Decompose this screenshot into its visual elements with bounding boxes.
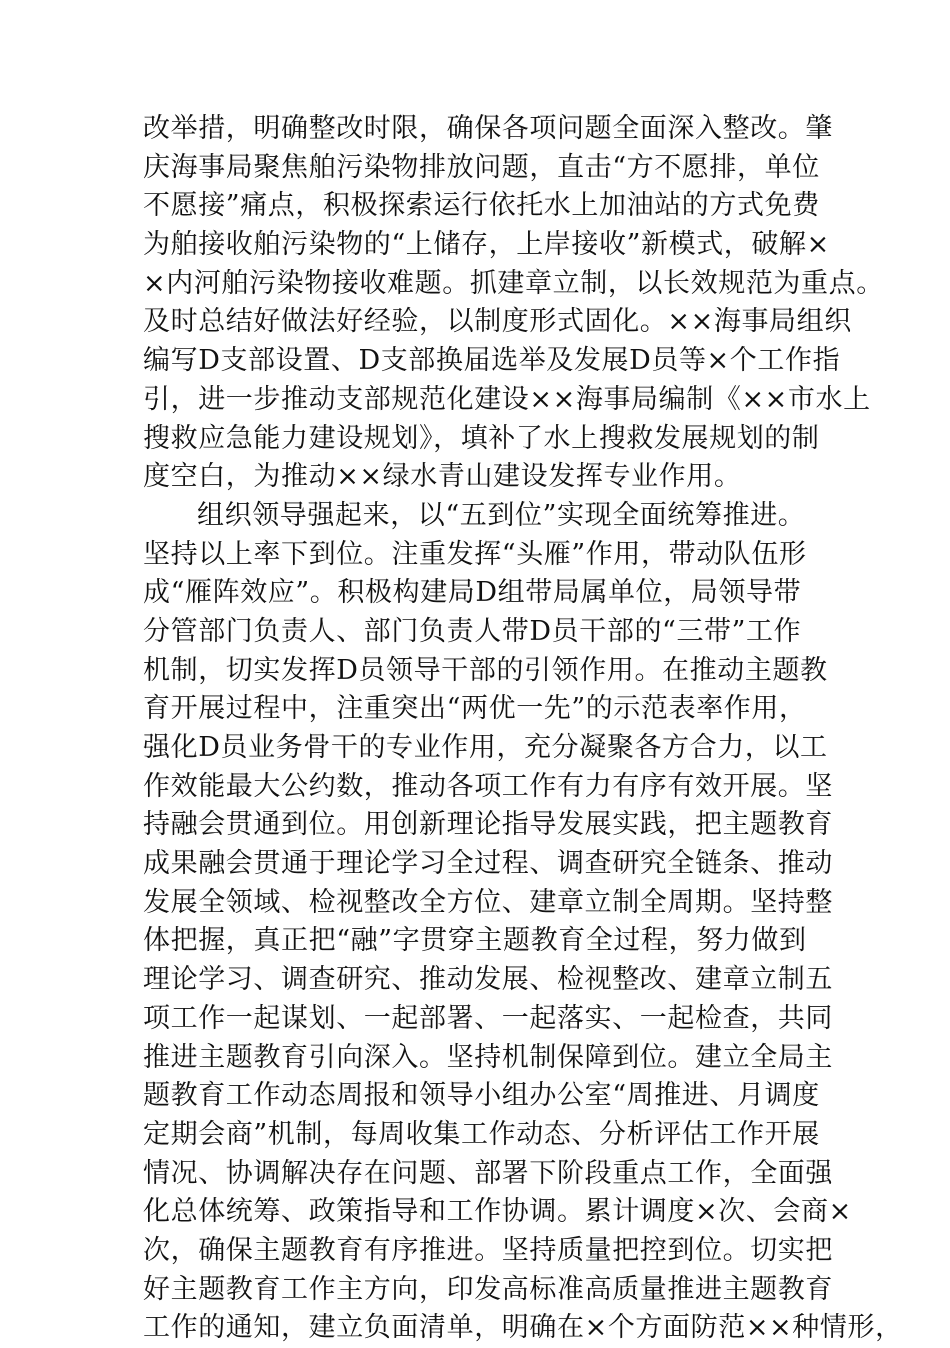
text-line: 组织领导强起来，以“五到位”实现全面统筹推进。 [197,499,806,531]
text-line: 改举措，明确整改时限，确保各项问题全面深入整改。肇 [143,113,833,144]
text-line: 情况、协调解决存在问题、部署下阶段重点工作，全面强 [143,1157,833,1189]
text-line: 题教育工作动态周报和领导小组办公室“周推进、月调度 [143,1080,820,1112]
text-line: 好主题教育工作主方向，印发高标准高质量推进主题教育 [143,1273,833,1305]
text-line: 体把握，真正把“融”字贯穿主题教育全过程，努力做到 [143,925,807,957]
text-line: 引，进一步推动支部规范化建设××海事局编制《××市水上 [143,383,871,415]
text-line: 化总体统筹、政策指导和工作协调。累计调度×次、会商× [143,1196,852,1228]
text-line: 成“雁阵效应”。积极构建局D组带局属单位，局领导带 [143,577,802,609]
text-line: 发展全领域、检视整改全方位、建章立制全周期。坚持整 [143,886,833,918]
text-line: 机制，切实发挥D员领导干部的引领作用。在推动主题教 [143,654,828,686]
text-line: ×内河舶污染物接收难题。抓建章立制，以长效规范为重点。 [143,267,884,299]
text-line: 工作的通知，建立负面清单，明确在×个方面防范××种情形， [143,1312,903,1344]
text-line: 定期会商”机制，每周收集工作动态、分析评估工作开展 [143,1118,820,1150]
text-line: 作效能最大公约数，推动各项工作有力有序有效开展。坚 [143,770,833,802]
text-line: 及时总结好做法好经验，以制度形式固化。××海事局组织 [143,306,852,338]
text-line: 庆海事局聚焦舶污染物排放问题，直击“方不愿排，单位 [143,151,820,183]
text-line: 项工作一起谋划、一起部署、一起落实、一起检查，共同 [143,1002,833,1034]
text-line: 推进主题教育引向深入。坚持机制保障到位。建立全局主 [143,1041,833,1073]
text-line: 理论学习、调查研究、推动发展、检视整改、建章立制五 [143,964,833,996]
text-line: 持融会贯通到位。用创新理论指导发展实践，把主题教育 [143,809,833,841]
text-line: 编写D支部设置、D支部换届选举及发展D员等×个工作指 [143,345,841,377]
text-line: 强化D员业务骨干的专业作用，充分凝聚各方合力，以工 [143,732,828,763]
text-line: 次，确保主题教育有序推进。坚持质量把控到位。切实把 [143,1234,833,1266]
text-line: 为舶接收舶污染物的“上储存，上岸接收”新模式，破解× [143,229,830,261]
text-line: 育开展过程中，注重突出“两优一先”的示范表率作用， [143,693,807,725]
paragraph [143,497,903,1348]
text-line: 分管部门负责人、部门负责人带D员干部的“三带”工作 [143,615,802,647]
text-line: 坚持以上率下到位。注重发挥“头雁”作用，带动队伍形 [143,538,807,570]
text-line: 不愿接”痛点，积极探索运行依托水上加油站的方式免费 [143,190,820,222]
text-line: 搜救应急能力建设规划》，填补了水上搜救发展规划的制 [143,422,820,454]
text-line: 度空白，为推动××绿水青山建设发挥专业作用。 [143,461,742,493]
paragraph [143,110,884,497]
document-body [143,110,903,1348]
text-line: 成果融会贯通于理论学习全过程、调查研究全链条、推动 [143,848,833,880]
